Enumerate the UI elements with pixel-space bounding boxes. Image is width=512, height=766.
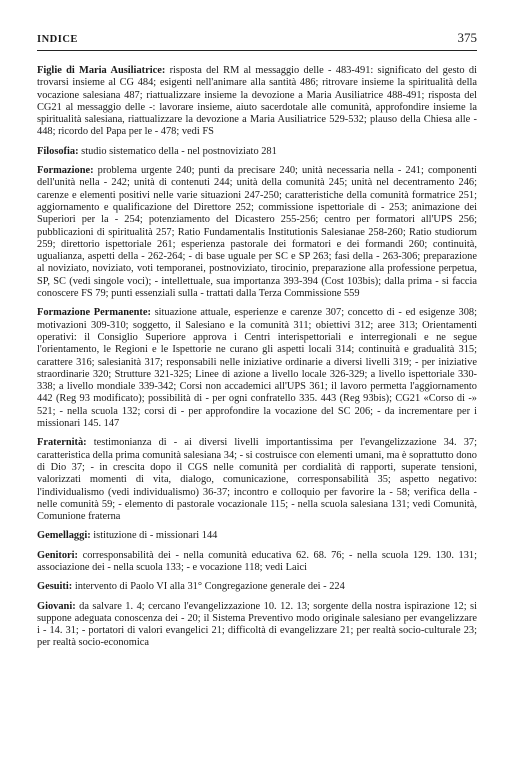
index-entry [37,601,477,650]
entry-text: problema urgente 240; punti da precisare 240; unità necessaria nella - 241; componenti dell'unità nella - 242; unità di contenuti 244; unità della comunità 245; unità nel decentramento 246; carenze e elementi positivi nelle varie situazioni 247-250; caratteristiche della comunità formatrice 251; aggiornamento e qualificazione del Direttore 252; commissione ispettoriale di - 253; animazione dei Superiori per la - 254; potenziamento del Dicastero 255-256; centro per formatori all'UPS 256; pubblicazioni di spiritualità 257; Ratio Fundamentalis Institutionis Salesianae 258-260; Ratio studiorum 259; direttorio ispettoriale 261; esperienza pastorale dei formatori e dei formandi 260; continuità, ugualianza, aspetti della - 262-264; - di base uguale per SC e SP 263; fasi della - 263-306; preparazione al noviziato, noviziato, voti temporanei, postnoviziato, tirocinio, preparazione alla professione perpetua, SP, SC (vedi singole voci); - intellettuale, sua importanza 393-394 (Cost 103bis); dalla prima - si faccia conoscere FS 79; punti essenziali sulla - trattati dalla Terza Commissione 559 [37,165,477,300]
index-entry [37,530,477,542]
entry-term: Formazione Permanente: [37,307,151,319]
entry-text: da salvare 1. 4; cercano l'evangelizzazione 10. 12. 13; sorgente della nostra ispirazione 12; si suppone adeguata conoscenza dei - 20; il Sistema Preventivo modo originale salesiano per evangelizzare i - 14. 31; - portatori di valori evangelici 21; difficoltà di evangelizzare 21; per realtà socio-culturale 23; per realtà socio-economica [37,600,477,649]
index-entry [37,437,477,523]
index-entry [37,165,477,300]
entry-term: Genitori: [37,549,78,561]
index-entry [37,307,477,430]
entry-text: corresponsabilità dei - nella comunità educativa 62. 68. 76; - nella scuola 129. 130. 131; associazione dei - nella scuola 133; - e vocazione 118; vedi Laici [37,549,477,573]
index-entry [37,550,477,575]
entry-term: Filosofia: [37,145,79,157]
index-entry [37,146,477,158]
entry-term: Gesuiti: [37,581,73,593]
entry-term: Figlie di Maria Ausiliatrice: [37,65,166,76]
index-entries [37,65,477,650]
page-number: 375 [457,30,477,45]
entry-term: Gemellaggi: [37,530,91,542]
entry-text: istituzione di - missionari 144 [90,530,218,542]
running-header [37,30,477,48]
entry-text: intervento di Paolo VI alla 31° Congregazione generale dei - 224 [72,581,345,593]
entry-text: risposta del RM al messaggio delle - 483-491: significato del gesto di trovarsi insieme al CG 484; esigenti nell'animare alla santità 486; ritrovare insieme la spiritualità della vocazione salesiana 487; riattualizzare insieme la devozione a Maria Ausiliatrice 488-491; risposta del CG21 al messaggio delle -: lavorare insieme, aiuto sacerdotale alle comunità, approfondire insieme la spiritualità salesiana, riattualizzare la devozione a Maria Ausiliatrice 529-532; plauso della Chiesa alle - 448; ricordo del Papa per le - 478; vedi FS [37,65,477,138]
index-page [37,30,477,657]
entry-text: testimonianza di - ai diversi livelli importantissima per l'evangelizzazione 34. 37; caratteristica della prima comunità salesiana 34; - si costruisce con elementi umani, ma è soprattutto dono di Dio 37; - in crescita dopo il CGS nelle comunità per cordialità di rapporti, superate tensioni, valorizzati momenti di vita, dialogo, comunicazione, corresponsabilità 35; aspetto negativo: l'individualismo (vedi individualismo) 36-37; incontro e colloquio per favorire la - 58; verifica della - nelle comunità 59; - elemento di pastorale vocazionale 115; - nella scuola salesiana 131; vedi Comunità, Comunione fraterna [37,437,477,523]
index-entry [37,65,477,139]
entry-term: Giovani: [37,600,76,612]
header-title: INDICE [37,34,78,45]
header-rule [37,50,477,51]
entry-term: Formazione: [37,165,94,177]
entry-text: situazione attuale, esperienze e carenze 307; concetto di - ed esigenze 308; motivazioni 309-310; soggetto, il Salesiano e la comunità 311; obiettivi 312; aree 313; Orientamenti operativi: il Consiglio Superiore approva i Centri interispettoriali e interregionali e ne segue l'orientamento, le Regioni e le Ispettorie ne curano gli aspetti locali 314; continuità e gradualità 315; carattere 316; salesianità 317; responsabili nelle iniziative ordinarie a diversi livelli 319; - per iniziative straordinarie 320; Strutture 321-325; Linee di azione a livello locale 326-329; a livello ispettoriale 330-338; a livello mondiale 339-342; Corsi non accademici all'UPS 361; il lavoro permetta l'aggiornamento 442 (Reg 93 modificato); possibilità di - per ogni confratello 335. 443 (Reg 93bis); CG21 «Corso di -» 521; - nella scuola 132; corsi di - per approfondire la vocazione del SC 206; - da incrementare per i missionari 145. 147 [37,307,478,430]
entry-term: Fraternità: [37,437,87,449]
index-entry [37,581,477,593]
entry-text: studio sistematico della - nel postnoviziato 281 [78,145,277,157]
